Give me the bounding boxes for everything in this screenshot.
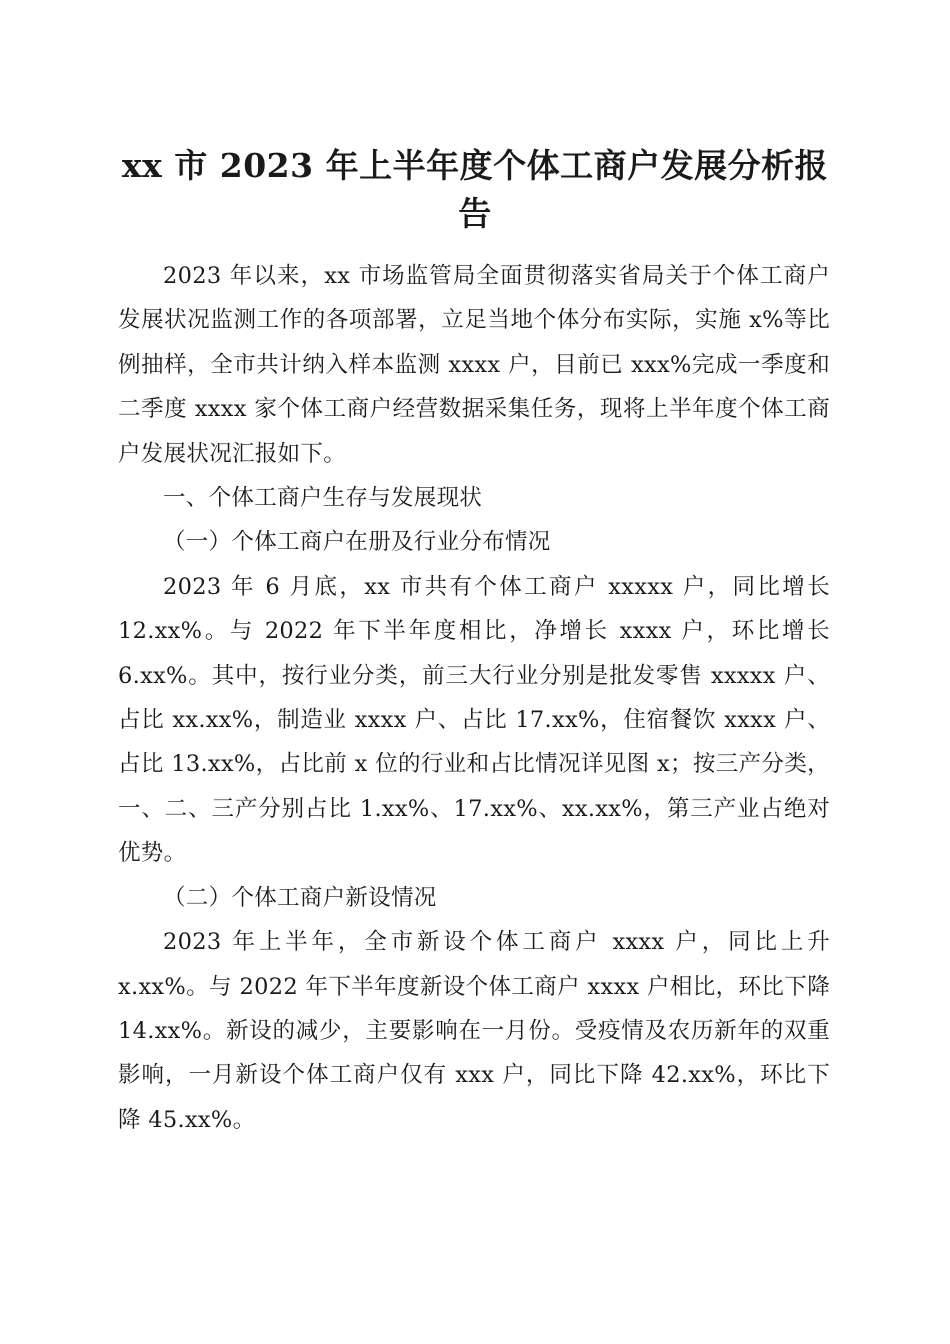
intro-paragraph: 2023 年以来，xx 市场监管局全面贯彻落实省局关于个体工商户发展状况监测工作的各项部署，立足当地个体分布实际，实施 x%等比例抽样，全市共计纳入样本监测 xxxx 户，目前已 xxx%完成一季度和二季度 xxxx 家个体工商户经营数据采集任务，现将上半年度个体工商户发展状况汇报如下。 — [118, 263, 830, 467]
subsection-1-heading: （一）个体工商户在册及行业分布情况 — [163, 529, 551, 556]
document-body — [118, 254, 830, 1142]
section-1-heading: 一、个体工商户生存与发展现状 — [163, 485, 483, 512]
subsection-2-paragraph: 2023 年上半年，全市新设个体工商户 xxxx 户，同比上升 x.xx%。与 2022 年下半年度新设个体工商户 xxxx 户相比，环比下降 14.xx%。新设的减少，主要影响在一月份。受疫情及农历新年的双重影响，一月新设个体工商户仅有 xxx 户，同比下降 42.xx%，环比下降 45.xx%。 — [118, 929, 830, 1133]
document-title: xx 市 2023 年上半年度个体工商户发展分析报告 — [121, 146, 829, 233]
subsection-1-paragraph: 2023 年 6 月底，xx 市共有个体工商户 xxxxx 户，同比增长 12.xx%。与 2022 年下半年度相比，净增长 xxxx 户，环比增长 6.xx%。其中，按行业分类，前三大行业分别是批发零售 xxxxx 户、占比 xx.xx%，制造业 xxxx 户、占比 17.xx%，住宿餐饮 xxxx 户、占比 13.xx%，占比前 x 位的行业和占比情况详见图 x；按三产分类，一、二、三产分别占比 1.xx%、17.xx%、xx.xx%，第三产业占绝对优势。 — [118, 573, 830, 867]
subsection-2-heading: （二）个体工商户新设情况 — [163, 884, 437, 911]
